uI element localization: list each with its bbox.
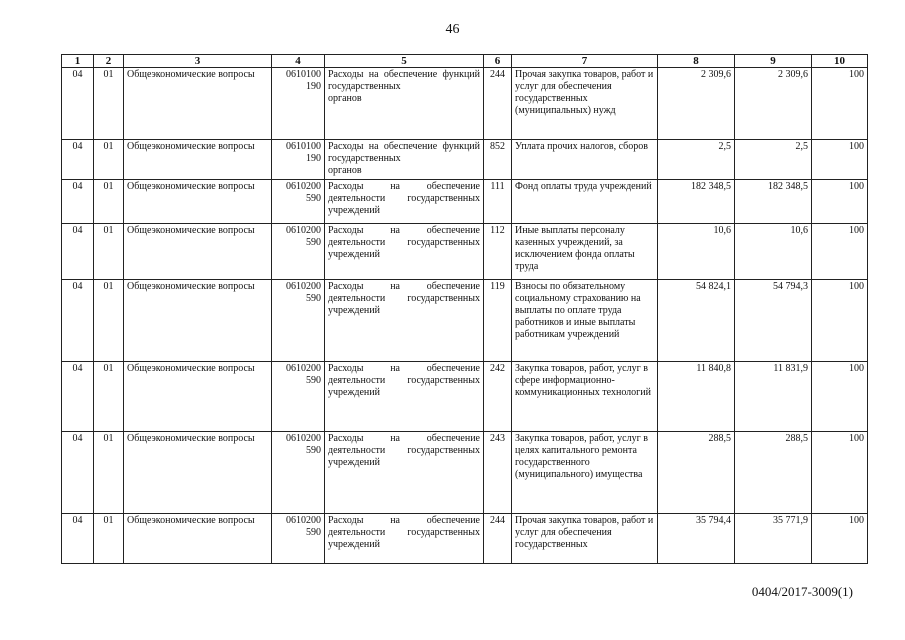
table-body: [62, 68, 868, 564]
expense-type-code: 244: [484, 514, 512, 564]
expense-type-code: 112: [484, 224, 512, 280]
execution-percent: 100: [812, 224, 868, 280]
target-article-name: [325, 180, 484, 224]
executed-amount: 2 309,6: [735, 68, 812, 140]
subsection-code: 01: [94, 280, 124, 362]
expense-type-code: 242: [484, 362, 512, 432]
column-header-2: 2: [94, 55, 124, 68]
target-article-name-last-line: учреждений: [328, 305, 380, 316]
section-code: 04: [62, 180, 94, 224]
target-article-code: 0610200 590: [272, 432, 325, 514]
execution-percent: 100: [812, 140, 868, 180]
subsection-code: 01: [94, 224, 124, 280]
target-article-code: 0610200 590: [272, 224, 325, 280]
expense-type-code: 243: [484, 432, 512, 514]
target-article-name-main: Расходы на обеспечение деятельности государственных: [328, 433, 480, 456]
executed-amount: 54 794,3: [735, 280, 812, 362]
subsection-code: 01: [94, 514, 124, 564]
expense-type-name: Фонд оплаты труда учреждений: [512, 180, 658, 224]
expense-type-code: 119: [484, 280, 512, 362]
target-article-name: [325, 224, 484, 280]
table-row: [62, 68, 868, 140]
target-article-name-last-line: органов: [328, 165, 362, 176]
section-name: Общеэкономические вопросы: [124, 224, 272, 280]
target-article-code: 0610100 190: [272, 140, 325, 180]
section-code: 04: [62, 514, 94, 564]
section-name: Общеэкономические вопросы: [124, 432, 272, 514]
target-article-name: [325, 280, 484, 362]
section-name: Общеэкономические вопросы: [124, 68, 272, 140]
section-code: 04: [62, 362, 94, 432]
expense-type-name: Прочая закупка товаров, работ и услуг для обеспечения государственных: [512, 514, 658, 564]
section-code: 04: [62, 432, 94, 514]
column-header-1: 1: [62, 55, 94, 68]
target-article-code: 0610100 190: [272, 68, 325, 140]
planned-amount: 2,5: [658, 140, 735, 180]
execution-percent: 100: [812, 68, 868, 140]
target-article-name-last-line: учреждений: [328, 387, 380, 398]
expense-type-name: Взносы по обязательному социальному страхованию на выплаты по оплате труда работников и иные выплаты работникам учреждений: [512, 280, 658, 362]
subsection-code: 01: [94, 140, 124, 180]
executed-amount: 182 348,5: [735, 180, 812, 224]
target-article-code: 0610200 590: [272, 514, 325, 564]
table-row: [62, 280, 868, 362]
target-article-name-last-line: учреждений: [328, 457, 380, 468]
page-number: 46: [445, 22, 460, 37]
header-row: [62, 55, 868, 68]
table-row: [62, 362, 868, 432]
column-header-6: 6: [484, 55, 512, 68]
target-article-name-last-line: учреждений: [328, 205, 380, 216]
section-code: 04: [62, 68, 94, 140]
target-article-name-main: Расходы на обеспечение деятельности государственных: [328, 363, 480, 386]
target-article-name: [325, 140, 484, 180]
table-row: [62, 432, 868, 514]
column-header-9: 9: [735, 55, 812, 68]
target-article-name-main: Расходы на обеспечение деятельности государственных: [328, 281, 480, 304]
planned-amount: 2 309,6: [658, 68, 735, 140]
section-name: Общеэкономические вопросы: [124, 180, 272, 224]
table-row: [62, 140, 868, 180]
target-article-name: [325, 68, 484, 140]
column-header-4: 4: [272, 55, 325, 68]
column-header-5: 5: [325, 55, 484, 68]
budget-table: [61, 54, 868, 564]
document-code: 0404/2017-3009(1): [751, 584, 853, 599]
column-header-8: 8: [658, 55, 735, 68]
executed-amount: 10,6: [735, 224, 812, 280]
planned-amount: 54 824,1: [658, 280, 735, 362]
planned-amount: 11 840,8: [658, 362, 735, 432]
target-article-name-last-line: учреждений: [328, 249, 380, 260]
expense-type-name: Иные выплаты персоналу казенных учреждений, за исключением фонда оплаты труда: [512, 224, 658, 280]
section-name: Общеэкономические вопросы: [124, 514, 272, 564]
planned-amount: 288,5: [658, 432, 735, 514]
section-name: Общеэкономические вопросы: [124, 362, 272, 432]
planned-amount: 10,6: [658, 224, 735, 280]
table-row: [62, 514, 868, 564]
target-article-name-main: Расходы на обеспечение деятельности государственных: [328, 181, 480, 204]
section-name: Общеэкономические вопросы: [124, 140, 272, 180]
subsection-code: 01: [94, 180, 124, 224]
target-article-code: 0610200 590: [272, 280, 325, 362]
target-article-name-main: Расходы на обеспечение функций государственных: [328, 69, 480, 92]
target-article-code: 0610200 590: [272, 362, 325, 432]
expense-type-name: Закупка товаров, работ, услуг в целях капитального ремонта государственного (муниципального) имущества: [512, 432, 658, 514]
column-header-10: 10: [812, 55, 868, 68]
target-article-name-main: Расходы на обеспечение деятельности государственных: [328, 515, 480, 538]
executed-amount: 11 831,9: [735, 362, 812, 432]
planned-amount: 35 794,4: [658, 514, 735, 564]
expense-type-name: Прочая закупка товаров, работ и услуг для обеспечения государственных (муниципальных) нужд: [512, 68, 658, 140]
execution-percent: 100: [812, 362, 868, 432]
section-name: Общеэкономические вопросы: [124, 280, 272, 362]
expense-type-code: 852: [484, 140, 512, 180]
section-code: 04: [62, 140, 94, 180]
section-code: 04: [62, 224, 94, 280]
executed-amount: 2,5: [735, 140, 812, 180]
target-article-name-main: Расходы на обеспечение функций государственных: [328, 141, 480, 164]
execution-percent: 100: [812, 432, 868, 514]
column-header-3: 3: [124, 55, 272, 68]
planned-amount: 182 348,5: [658, 180, 735, 224]
table-row: [62, 224, 868, 280]
execution-percent: 100: [812, 514, 868, 564]
expense-type-name: Уплата прочих налогов, сборов: [512, 140, 658, 180]
target-article-name: [325, 514, 484, 564]
target-article-name: [325, 432, 484, 514]
subsection-code: 01: [94, 432, 124, 514]
target-article-name: [325, 362, 484, 432]
expense-type-code: 244: [484, 68, 512, 140]
expense-type-code: 111: [484, 180, 512, 224]
expense-type-name: Закупка товаров, работ, услуг в сфере информационно-коммуникационных технологий: [512, 362, 658, 432]
target-article-name-last-line: учреждений: [328, 539, 380, 550]
executed-amount: 35 771,9: [735, 514, 812, 564]
execution-percent: 100: [812, 180, 868, 224]
target-article-name-last-line: органов: [328, 93, 362, 104]
target-article-name-main: Расходы на обеспечение деятельности государственных: [328, 225, 480, 248]
subsection-code: 01: [94, 362, 124, 432]
column-header-7: 7: [512, 55, 658, 68]
table-row: [62, 180, 868, 224]
target-article-code: 0610200 590: [272, 180, 325, 224]
section-code: 04: [62, 280, 94, 362]
executed-amount: 288,5: [735, 432, 812, 514]
execution-percent: 100: [812, 280, 868, 362]
subsection-code: 01: [94, 68, 124, 140]
